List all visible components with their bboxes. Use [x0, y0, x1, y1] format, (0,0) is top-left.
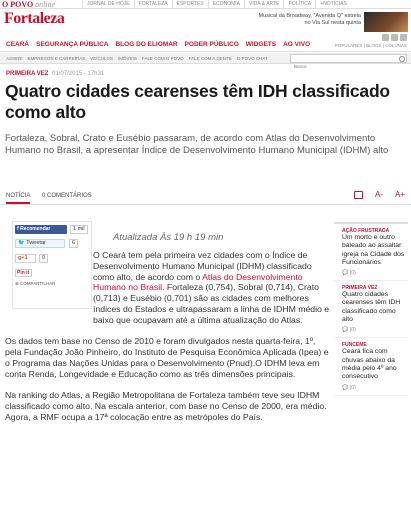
top-nav-item[interactable]: POLÍTICA [283, 0, 315, 9]
subnav-item[interactable]: FALE COM A GENTE [188, 55, 232, 61]
subnav-item[interactable]: IMÓVEIS [118, 55, 137, 61]
right-links[interactable]: POPULARES | BLOGS | COLUNAS [334, 43, 407, 48]
subnav-item[interactable]: O POVO CHAT [236, 55, 268, 61]
top-nav-item[interactable]: +NOTÍCIAS [315, 0, 351, 9]
subnav-item[interactable]: EMPREGOS E CARREIRAS [27, 55, 86, 61]
article-section[interactable]: PRIMEIRA VEZ [6, 71, 49, 77]
related-section: AÇÃO FRUSTRADA [342, 228, 390, 234]
print-icon[interactable] [354, 191, 363, 199]
article-body [5, 250, 330, 434]
article-lead: Fortaleza, Sobral, Crato e Eusébio passaram, de acordo com Atlas do Desenvolvimento Humano no Brasil, a apresentar Índice de Desenvolvimento Humano Municipal (IDHM) alto [5, 133, 389, 157]
article-paragraph: Na ranking do Atlas, a Região Metropolitana de Fortaleza também teve seu IDHM classificado como alto. Na escala anterior, com base no Censo de 2000, era médio. Agora, a RMF ocupa a 17ª colocação entre as metrópoles do País. [5, 390, 327, 422]
facebook-count: 1 mil [70, 225, 88, 234]
section-brand-title[interactable]: Fortaleza [4, 10, 65, 27]
related-title[interactable]: Ceará fica com chuvas abaixo da média pelo 4º ano consecutivo [342, 348, 397, 381]
related-comments[interactable]: 💬 (0) [342, 270, 356, 277]
search-input[interactable] [291, 63, 406, 70]
related-section: PRIMEIRA VEZ [342, 285, 378, 292]
related-item[interactable] [334, 281, 408, 338]
related-title[interactable]: Um morto e outro baleado ao assaltar igreja na Cidade dos Funcionários [342, 234, 405, 266]
gplus-button[interactable]: g+1 [15, 254, 36, 263]
tab-noticia[interactable]: NOTÍCIA [6, 193, 30, 204]
atlas-link[interactable]: Atlas do Desenvolvimento Humano no Brasil [93, 271, 303, 293]
article-paragraph: Os dados tem base no Censo de 2010 e foram divulgados nesta quarta-feira, 1º, pela Fundação João Pinheiro, do Instituto de Pesquisa Econômica Aplicada (Ipea) e o Programa das Nações Unidas para o Desenvolvimento (Pnud).O IDHM leva em conta Renda, Longevidade e Educação como as três dimensões principais. [5, 336, 329, 379]
search-box [290, 54, 407, 63]
nav-item-seguranca[interactable]: SEGURANÇA PÚBLICA [36, 41, 109, 48]
subnav-item[interactable]: ASSINE [6, 55, 23, 61]
font-larger-button[interactable]: A+ [394, 190, 405, 199]
top-strip [0, 0, 411, 9]
related-sidebar [334, 222, 408, 396]
top-nav-item[interactable]: ECONOMIA [208, 0, 244, 9]
top-nav-item[interactable]: FORTALEZA [134, 0, 172, 9]
nav-item-blog-eliomar[interactable]: BLOG DO ELIOMAR [115, 41, 178, 48]
top-nav-item[interactable]: JORNAL DE HOJE [82, 0, 134, 9]
font-smaller-button[interactable]: A- [374, 190, 383, 199]
facebook-recommend-button[interactable]: f Recomendar [15, 225, 67, 234]
related-item[interactable] [334, 224, 408, 281]
top-nav-item[interactable]: VIDA & ARTE [244, 0, 283, 9]
promo-text[interactable]: Musical da Broadway, "Avenida Q" estreia no Via Sul nesta quinta [258, 13, 361, 26]
article-paragraph: O Ceará tem pela primeira vez cidades com o Índice de Desenvolvimento Humano Municipal (IDHM) classificado como alto, de acordo com o Atlas do Desenvolvimento Humano no Brasil. Fortaleza (0,754), Sobral (0,714), Crato (0,713) e Eusébio (0,701) são as cidades com melhores índices do Estados e ultrapassaram a linha de IDHM médio e baixo que ocupavam até a última atualização do Atlas. [93, 250, 330, 325]
top-nav [82, 0, 351, 9]
update-time: Atualizada Às 19 h 19 min [113, 232, 224, 243]
search-icon[interactable] [399, 56, 405, 62]
related-section: FUNCEME [342, 342, 367, 349]
subnav-item[interactable]: VEÍCULOS [90, 55, 114, 61]
tweet-button[interactable]: 🐦 Tweetar [15, 239, 65, 248]
related-comments[interactable]: 💬 (0) [342, 327, 356, 334]
nav-item-ceara[interactable]: CEARÁ [6, 41, 30, 48]
nav-item-widgets[interactable]: WIDGETS [245, 41, 277, 48]
article-meta [6, 71, 104, 77]
article-tabs [0, 188, 411, 205]
gplus-count: 0 [39, 254, 48, 263]
nav-item-ao-vivo[interactable]: AO VIVO [283, 41, 311, 48]
article-headline: Quatro cidades cearenses têm IDH classificado como alto [5, 81, 390, 122]
share-more-button[interactable]: ⊕ COMPARTILHAR [15, 281, 56, 286]
promo-thumbnail[interactable] [364, 12, 408, 32]
top-nav-item[interactable]: ESPORTES [172, 0, 208, 9]
article-tools [354, 190, 405, 199]
related-comments[interactable]: 💬 (0) [342, 384, 356, 391]
nav-item-poder-publico[interactable]: PODER PÚBLICO [184, 41, 239, 48]
tab-comments[interactable]: 0 COMENTÁRIOS [42, 193, 92, 199]
article-datetime: 01/07/2015 - 17h31 [52, 71, 105, 77]
related-title[interactable]: Quatro cidades cearenses têm IDH classificado como alto [342, 291, 401, 324]
opovo-logo[interactable]: O POVO online [2, 0, 56, 9]
pinterest-button[interactable]: Pin it [15, 269, 32, 277]
tweet-count: 6 [69, 239, 78, 248]
subnav-item[interactable]: FALE COM O POVO [141, 55, 184, 61]
related-item[interactable] [334, 338, 408, 395]
